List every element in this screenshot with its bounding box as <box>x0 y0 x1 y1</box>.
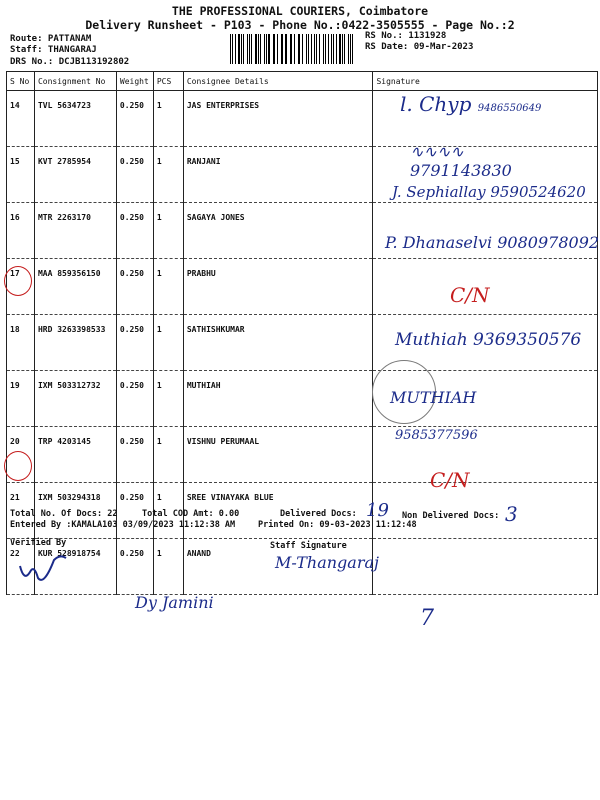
runsheet-title: Delivery Runsheet - P103 - Phone No.:0422-3505555 - Page No.:2 <box>85 18 515 32</box>
company-title: THE PROFESSIONAL COURIERS, Coimbatore <box>171 4 429 18</box>
cell-cno: MAA 859356150 <box>34 259 116 315</box>
cell-sno: 17 <box>7 259 35 315</box>
staff-signature: M-Thangaraj <box>275 553 379 572</box>
printed-on: Printed On: 09-03-2023 11:12:48 <box>258 520 417 530</box>
column-header: Consignment No <box>34 72 116 91</box>
cell-cno: HRD 3263398533 <box>34 315 116 371</box>
cell-pcs: 1 <box>153 483 183 539</box>
cell-weight: 0.250 <box>116 203 153 259</box>
cell-cno: IXM 503294318 <box>34 483 116 539</box>
cell-sno: 16 <box>7 203 35 259</box>
cell-consignee: RANJANI <box>183 147 373 203</box>
signature-21: 9585377596 <box>395 428 478 443</box>
cell-consignee: VISHNU PERUMAAL <box>183 427 373 483</box>
non-delivered-docs-label: Non Delivered Docs: <box>402 511 500 521</box>
cell-sno: 14 <box>7 91 35 147</box>
cell-cno: KUR 528918754 <box>34 539 116 595</box>
cell-consignee: PRABHU <box>183 259 373 315</box>
column-header: Weight <box>116 72 153 91</box>
cell-cno: TVL 5634723 <box>34 91 116 147</box>
signature-15: ∿∿∿∿ 9791143830 <box>410 142 512 180</box>
handwritten-mark: 7 <box>420 606 434 631</box>
table-header-row <box>7 72 598 91</box>
cell-sno: 18 <box>7 315 35 371</box>
cell-consignee: ANAND <box>183 539 373 595</box>
verified-by-label: Verified By <box>10 538 67 548</box>
barcode <box>230 34 356 64</box>
column-header: S No <box>7 72 35 91</box>
staff-signature-label: Staff Signature <box>270 541 347 551</box>
table-row <box>7 371 598 427</box>
cell-cno: IXM 503312732 <box>34 371 116 427</box>
cell-consignee: SREE VINAYAKA BLUE <box>183 483 373 539</box>
rs-date: RS Date: 09-Mar-2023 <box>365 42 474 52</box>
column-header: Consignee Details <box>183 72 373 91</box>
cell-pcs: 1 <box>153 315 183 371</box>
cell-sno: 15 <box>7 147 35 203</box>
cell-cno: MTR 2263170 <box>34 203 116 259</box>
signature-16: J. Sephiallay 9590524620 <box>392 183 586 201</box>
cell-weight: 0.250 <box>116 259 153 315</box>
cell-pcs: 1 <box>153 427 183 483</box>
signature-20: MUTHIAH <box>390 388 477 407</box>
verifier-signature <box>14 552 74 588</box>
cell-weight: 0.250 <box>116 371 153 427</box>
cell-signature <box>373 539 598 595</box>
signature-18: C/N <box>450 283 490 307</box>
cell-weight: 0.250 <box>116 427 153 483</box>
cell-consignee: SATHISHKUMAR <box>183 315 373 371</box>
signature-22: C/N <box>430 468 470 492</box>
non-delivered-docs-count: 3 <box>505 502 518 526</box>
cell-consignee: JAS ENTERPRISES <box>183 91 373 147</box>
cell-sno: 22 <box>7 539 35 595</box>
delivered-docs-label: Delivered Docs: <box>280 509 357 519</box>
total-docs: Total No. Of Docs: 22 <box>10 509 118 519</box>
row-18-circle-mark <box>4 266 32 296</box>
cell-pcs: 1 <box>153 91 183 147</box>
column-header: Signature <box>373 72 598 91</box>
staff-label: Staff: THANGARAJ <box>10 45 97 55</box>
total-cod: Total COD Amt: 0.00 <box>142 509 240 519</box>
route-label: Route: PATTANAM <box>10 34 92 44</box>
cell-consignee: SAGAYA JONES <box>183 203 373 259</box>
cell-cno: KVT 2785954 <box>34 147 116 203</box>
cell-pcs: 1 <box>153 147 183 203</box>
cell-pcs: 1 <box>153 203 183 259</box>
drs-label: DRS No.: DCJB113192802 <box>10 57 130 67</box>
signature-19: Muthiah 9369350576 <box>395 330 582 350</box>
signature-17: P. Dhanaselvi 9080978092 <box>385 233 600 252</box>
delivered-docs-count: 19 <box>366 500 389 521</box>
entered-by: Entered By :KAMALA103 03/09/2023 11:12:38 AM <box>10 520 236 530</box>
cell-weight: 0.250 <box>116 315 153 371</box>
cell-weight: 0.250 <box>116 91 153 147</box>
row-22-circle-mark <box>4 451 32 481</box>
cell-pcs: 1 <box>153 539 183 595</box>
table-row <box>7 259 598 315</box>
table-row <box>7 427 598 483</box>
column-header: PCS <box>153 72 183 91</box>
cell-pcs: 1 <box>153 259 183 315</box>
cell-pcs: 1 <box>153 371 183 427</box>
cell-sno: 19 <box>7 371 35 427</box>
signature-14: l. Chyp 9486550649 <box>400 92 542 116</box>
cell-weight: 0.250 <box>116 483 153 539</box>
cell-consignee: MUTHIAH <box>183 371 373 427</box>
cell-weight: 0.250 <box>116 539 153 595</box>
handwritten-note: Dy Jamini <box>135 593 214 612</box>
cell-sno: 21 <box>7 483 35 539</box>
cell-sno: 20 <box>7 427 35 483</box>
cell-cno: TRP 4203145 <box>34 427 116 483</box>
cell-weight: 0.250 <box>116 147 153 203</box>
rs-number: RS No.: 1131928 <box>365 31 447 41</box>
